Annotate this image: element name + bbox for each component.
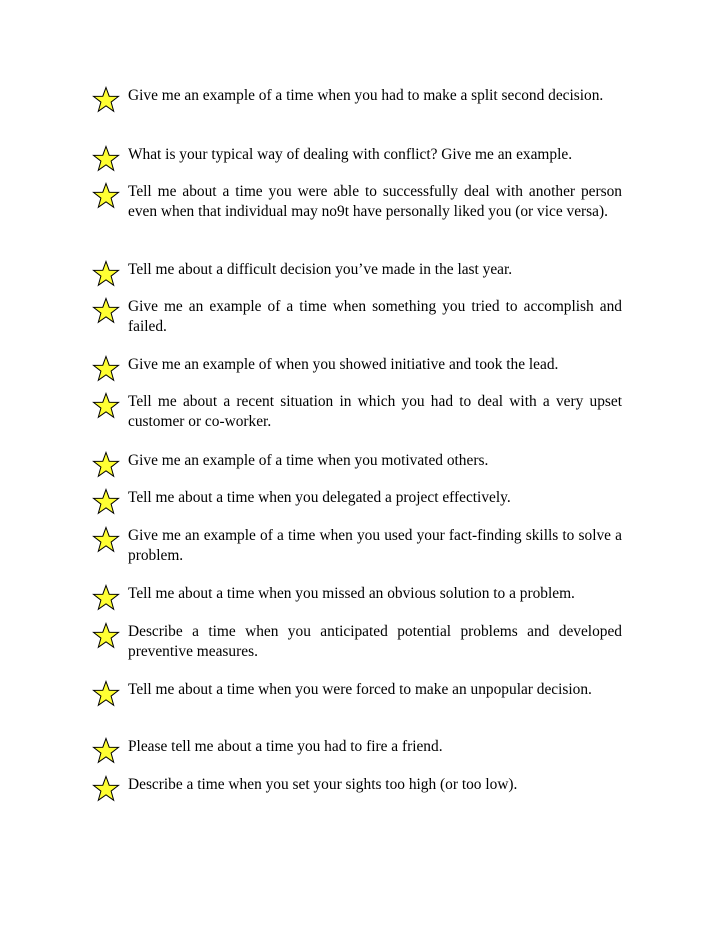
star-icon <box>92 86 120 113</box>
star-icon <box>92 737 120 764</box>
question-text: Describe a time when you anticipated potential problems and developed preventive measures. <box>128 623 622 660</box>
question-text: Tell me about a recent situation in which you had to deal with a very upset customer or co-worker. <box>128 393 622 430</box>
question-text: Tell me about a time when you were forced to make an unpopular decision. <box>128 681 592 698</box>
question-text: Give me an example of when you showed initiative and took the lead. <box>128 356 559 373</box>
question-text: Please tell me about a time you had to fire a friend. <box>128 738 443 755</box>
question-text: Give me an example of a time when you motivated others. <box>128 452 489 469</box>
star-icon <box>92 488 120 515</box>
star-icon <box>92 622 120 649</box>
star-icon <box>92 451 120 478</box>
star-icon <box>92 145 120 172</box>
question-text: What is your typical way of dealing with conflict? Give me an example. <box>128 146 573 163</box>
question-text: Tell me about a time when you missed an obvious solution to a problem. <box>128 585 575 602</box>
star-icon <box>92 584 120 611</box>
question-text: Give me an example of a time when something you tried to accomplish and failed. <box>128 298 622 335</box>
star-icon <box>92 680 120 707</box>
question-text: Describe a time when you set your sights too high (or too low). <box>128 776 518 793</box>
star-icon <box>92 355 120 382</box>
star-icon <box>92 182 120 209</box>
question-text: Give me an example of a time when you used your fact-finding skills to solve a problem. <box>128 527 622 564</box>
question-text: Tell me about a difficult decision you’ve made in the last year. <box>128 261 513 278</box>
question-text: Tell me about a time when you delegated a project effectively. <box>128 489 511 506</box>
question-text: Give me an example of a time when you had to make a split second decision. <box>128 87 604 104</box>
star-icon <box>92 297 120 324</box>
star-icon <box>92 392 120 419</box>
star-icon <box>92 260 120 287</box>
star-icon <box>92 526 120 553</box>
question-text: Tell me about a time you were able to successfully deal with another person even when that individual may no9t have personally liked you (or vice versa). <box>128 183 622 220</box>
star-icon <box>92 775 120 802</box>
